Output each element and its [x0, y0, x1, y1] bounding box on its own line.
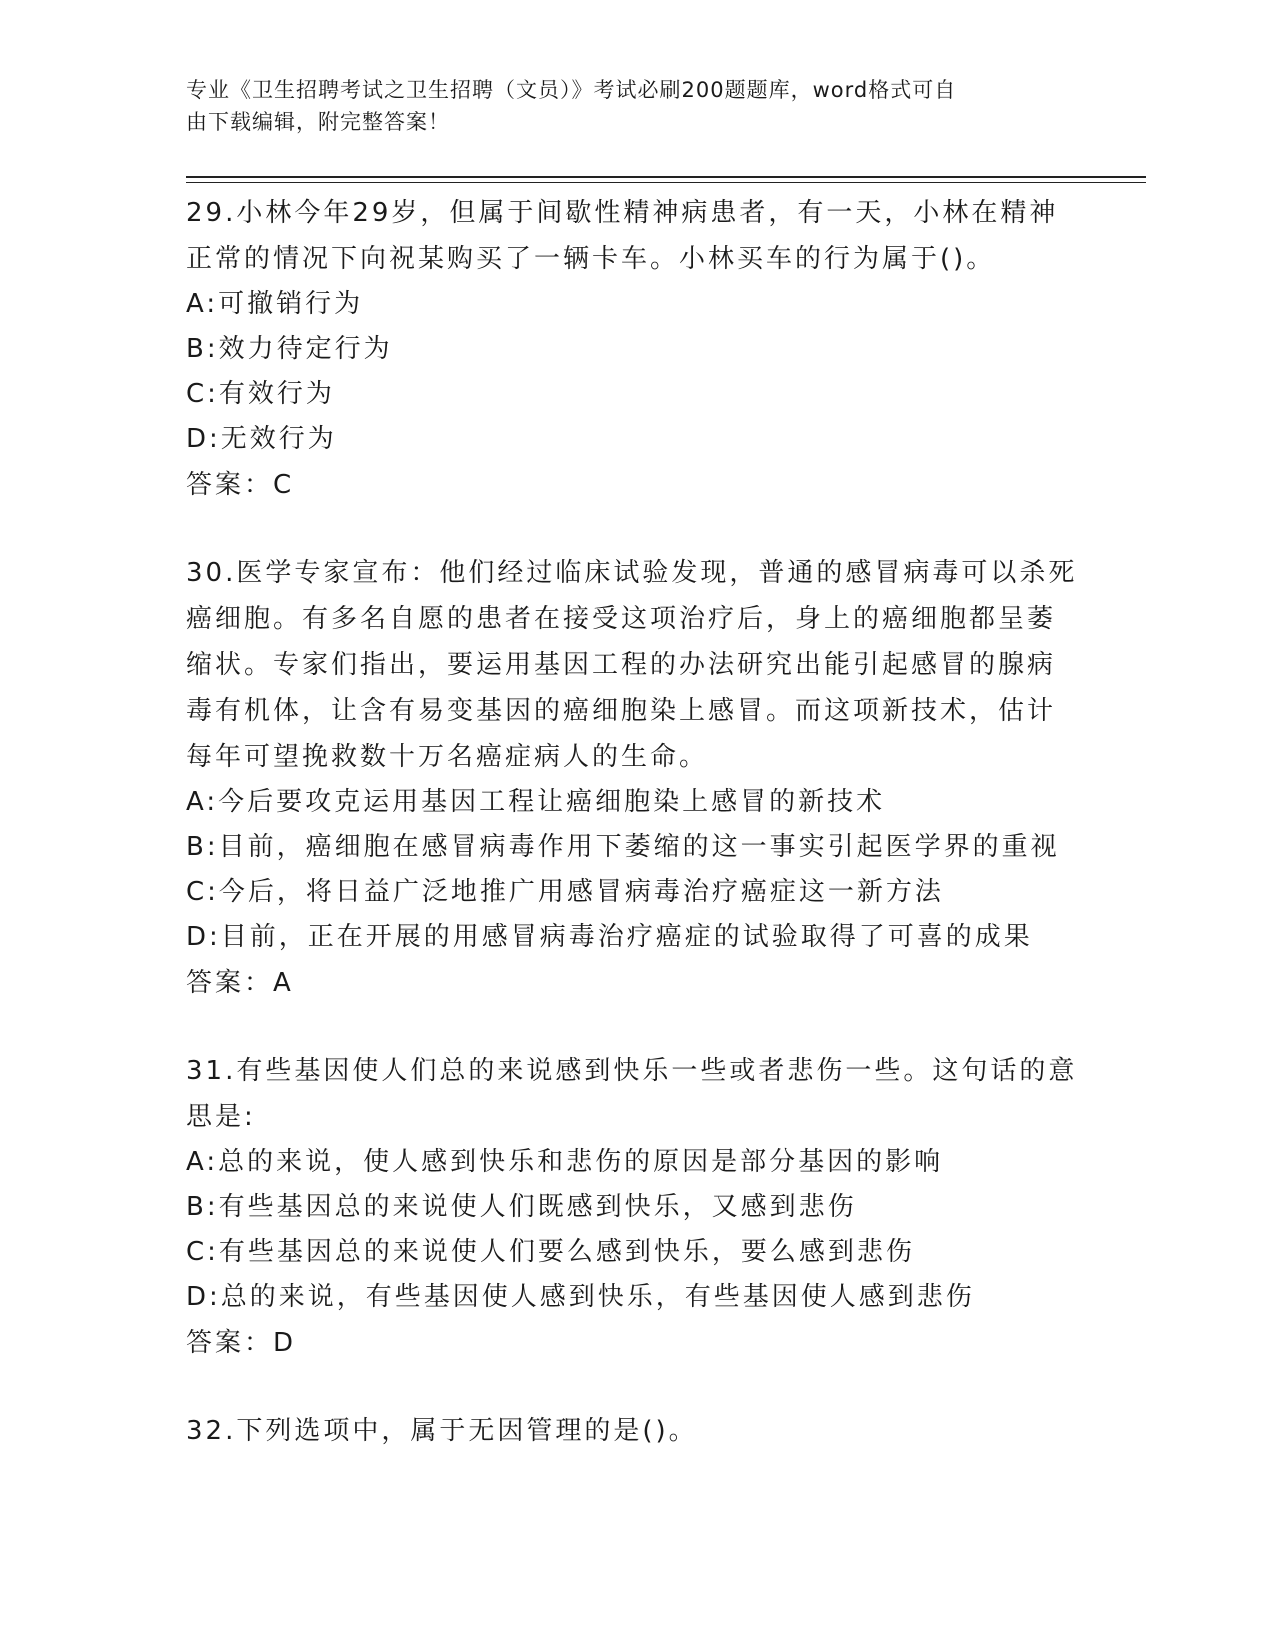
question-stem-line: 29.小林今年29岁，但属于间歇性精神病患者，有一天，小林在精神	[186, 198, 1059, 228]
header-line-2: 由下载编辑，附完整答案！	[186, 110, 450, 134]
question-stem-line: 缩状。专家们指出，要运用基因工程的办法研究出能引起感冒的腺病	[186, 650, 1057, 680]
option-d: D:总的来说，有些基因使人感到快乐，有些基因使人感到悲伤	[186, 1282, 975, 1312]
answer-line: 答案：D	[186, 1328, 297, 1358]
answer-line: 答案：A	[186, 968, 294, 998]
question-list	[186, 190, 1086, 1496]
question-stem-line: 每年可望挽救数十万名癌症病人的生命。	[186, 742, 709, 772]
question-stem-line: 30.医学专家宣布：他们经过临床试验发现，普通的感冒病毒可以杀死	[186, 558, 1078, 588]
question-stem-line: 32.下列选项中，属于无因管理的是()。	[186, 1416, 698, 1446]
option-c: C:今后，将日益广泛地推广用感冒病毒治疗癌症这一新方法	[186, 877, 944, 907]
header-divider-thin	[186, 182, 1146, 183]
question-stem-line: 思是:	[186, 1102, 256, 1132]
option-c: C:有效行为	[186, 379, 335, 409]
question-30	[186, 550, 1086, 1006]
question-stem-line: 31.有些基因使人们总的来说感到快乐一些或者悲伤一些。这句话的意	[186, 1056, 1078, 1086]
question-31	[186, 1048, 1086, 1366]
header-line-1: 专业《卫生招聘考试之卫生招聘（文员）》考试必刷200题题库，word格式可自	[186, 78, 957, 102]
option-b: B:效力待定行为	[186, 334, 393, 364]
answer-line: 答案：C	[186, 470, 295, 500]
option-c: C:有些基因总的来说使人们要么感到快乐，要么感到悲伤	[186, 1237, 915, 1267]
option-b: B:有些基因总的来说使人们既感到快乐，又感到悲伤	[186, 1192, 857, 1222]
question-stem-line: 正常的情况下向祝某购买了一辆卡车。小林买车的行为属于()。	[186, 244, 996, 274]
option-a: A:总的来说，使人感到快乐和悲伤的原因是部分基因的影响	[186, 1147, 944, 1177]
question-stem-line: 毒有机体，让含有易变基因的癌细胞染上感冒。而这项新技术，估计	[186, 696, 1057, 726]
question-stem-line: 癌细胞。有多名自愿的患者在接受这项治疗后，身上的癌细胞都呈萎	[186, 604, 1057, 634]
header-divider-thick	[186, 176, 1146, 178]
option-a: A:今后要攻克运用基因工程让癌细胞染上感冒的新技术	[186, 787, 886, 817]
option-b: B:目前，癌细胞在感冒病毒作用下萎缩的这一事实引起医学界的重视	[186, 832, 1060, 862]
option-d: D:目前，正在开展的用感冒病毒治疗癌症的试验取得了可喜的成果	[186, 922, 1033, 952]
question-29	[186, 190, 1086, 508]
question-32	[186, 1408, 1086, 1454]
option-d: D:无效行为	[186, 424, 337, 454]
option-a: A:可撤销行为	[186, 289, 364, 319]
document-header	[186, 74, 1066, 138]
